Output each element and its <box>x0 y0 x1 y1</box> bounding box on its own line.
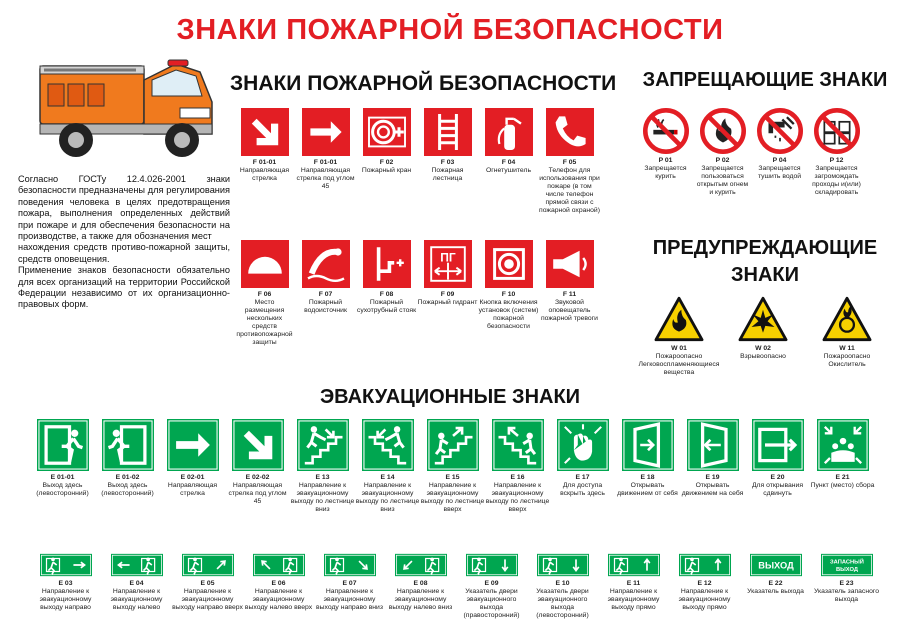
phone-icon <box>546 108 594 156</box>
sign-caption: Запрещается тушить водой <box>757 165 802 180</box>
sign-f-01-01 <box>234 108 295 215</box>
sign-code: E 09 <box>484 580 499 587</box>
exit-door-right-icon <box>102 419 154 471</box>
sign-code: F 01-01 <box>252 159 277 166</box>
sign-caption: Пожароопасно Легковоспламеняющиеся вещества <box>638 353 720 376</box>
intro-paragraph: Применение знаков безопасности обязательно для всех организаций на территории Российской Федерации независимо от их организационно-правовых форм. <box>18 265 230 310</box>
sign-caption: Направление к эвакуационному выходу налево <box>110 588 163 611</box>
sign-caption: Направление к эвакуационному выходу налево вниз <box>388 588 453 611</box>
exit-text-icon <box>750 553 802 577</box>
stairs-down-right-icon <box>297 419 349 471</box>
sign-caption: Направление к эвакуационному выходу по лестнице вверх <box>485 482 550 513</box>
assembly-point-icon <box>817 419 869 471</box>
sign-code: F 08 <box>379 291 394 298</box>
sign-e-03 <box>30 553 101 620</box>
exit-up-right-icon <box>182 553 234 577</box>
prohibiting-signs-row <box>637 108 865 197</box>
sign-e-07 <box>314 553 385 620</box>
sign-caption: Запрещается курить <box>644 165 687 180</box>
sign-code: E 21 <box>835 474 850 481</box>
sign-f-03 <box>417 108 478 215</box>
hydrant-icon <box>424 240 472 288</box>
sign-code: E 19 <box>705 474 720 481</box>
push-door-icon <box>622 419 674 471</box>
sign-p-04 <box>751 108 808 197</box>
arrow-right-icon <box>167 419 219 471</box>
sign-caption: Направление к эвакуационному выходу направо вниз <box>316 588 383 611</box>
sign-code: F 07 <box>318 291 333 298</box>
exit-down-left-icon <box>395 553 447 577</box>
warning-signs-heading: ПРЕДУПРЕЖДАЮЩИЕ ЗНАКИ <box>652 237 878 286</box>
sign-caption: Указатель двери эвакуационного выхода (правосторонний) <box>463 588 520 619</box>
sign-caption: Взрывоопасно <box>740 353 786 360</box>
sign-caption: Направляющая стрелка под углом 45 <box>296 167 355 190</box>
sign-caption: Открывать движением на себя <box>681 482 744 497</box>
sign-w-11 <box>805 296 889 377</box>
evacuation-signs-row-2 <box>30 553 882 620</box>
break-glass-icon <box>557 419 609 471</box>
sign-e-15 <box>420 419 485 514</box>
sign-code: F 11 <box>562 291 577 298</box>
sign-code: W 02 <box>755 345 771 352</box>
exit-straight-icon <box>608 553 660 577</box>
no-smoking-icon <box>643 108 689 154</box>
exit-left-icon <box>111 553 163 577</box>
sign-caption: Направление к эвакуационному выходу налево вверх <box>244 588 313 611</box>
no-water-icon <box>757 108 803 154</box>
sign-caption: Направление к эвакуационному выходу прямо <box>678 588 731 611</box>
exit-door-right-pointer-icon <box>466 553 518 577</box>
sign-caption: Для доступа вскрыть здесь <box>560 482 605 497</box>
sign-p-01 <box>637 108 694 197</box>
sign-code: P 12 <box>829 157 844 164</box>
sign-code: F 05 <box>562 159 577 166</box>
sign-caption: Направляющая стрелка <box>167 482 218 497</box>
sign-caption: Направление к эвакуационному выходу направо вверх <box>172 588 243 611</box>
sign-e-13 <box>290 419 355 514</box>
intro-paragraph: нахождения средств противо-пожарной защиты, средств оповещения. <box>18 242 230 264</box>
sign-code: F 03 <box>440 159 455 166</box>
sign-e-20 <box>745 419 810 514</box>
sign-code: F 10 <box>501 291 516 298</box>
sign-caption: Запрещается пользоваться открытым огнем и курить <box>696 165 749 196</box>
sign-code: E 01-02 <box>115 474 140 481</box>
sign-code: E 04 <box>129 580 144 587</box>
sign-code: E 18 <box>640 474 655 481</box>
slide-door-icon <box>752 419 804 471</box>
sign-e-06 <box>243 553 314 620</box>
sign-e-11 <box>598 553 669 620</box>
sign-f-08 <box>356 240 417 347</box>
stairs-up-right-icon <box>427 419 479 471</box>
sign-f-09 <box>417 240 478 347</box>
arrow-right-icon <box>302 108 350 156</box>
sign-caption: Пожарный водоисточник <box>304 299 347 314</box>
arrow-diagonal-icon <box>241 108 289 156</box>
sign-caption: Указатель двери эвакуационного выхода (левосторонний) <box>536 588 589 619</box>
sign-caption: Пожарный кран <box>361 167 412 174</box>
sign-e-01-01 <box>30 419 95 514</box>
hydrant-label: ПГ <box>439 250 456 265</box>
fire-truck-image <box>36 44 222 167</box>
arrow-diagonal-icon <box>232 419 284 471</box>
stairs-up-left-icon <box>492 419 544 471</box>
sign-code: E 10 <box>555 580 570 587</box>
sign-code: E 03 <box>58 580 73 587</box>
exit-label: ВЫХОД <box>757 560 794 571</box>
sign-p-02 <box>694 108 751 197</box>
sign-f-11 <box>539 240 600 347</box>
sign-code: F 01-01 <box>313 159 338 166</box>
sign-e-12 <box>669 553 740 620</box>
sign-caption: Пункт (место) сбора <box>810 482 875 489</box>
sign-caption: Место размещения нескольких средств противопожарной защиты <box>236 299 293 346</box>
sign-e-18 <box>615 419 680 514</box>
no-obstruct-icon <box>814 108 860 154</box>
sign-caption: Звуковой оповещатель пожарной тревоги <box>541 299 598 322</box>
sign-caption: Огнетушитель <box>485 167 531 174</box>
sign-code: E 12 <box>697 580 712 587</box>
sign-code: E 05 <box>200 580 215 587</box>
sign-e-05 <box>172 553 243 620</box>
fire-signs-heading: ЗНАКИ ПОЖАРНОЙ БЕЗОПАСНОСТИ <box>230 72 617 95</box>
sign-e-22 <box>740 553 811 620</box>
sign-w-02 <box>721 296 805 377</box>
sign-code: F 02 <box>379 159 394 166</box>
sign-e-09 <box>456 553 527 620</box>
sign-caption: Запрещается загромождать проходы и(или) складировать <box>812 165 861 196</box>
evacuation-signs-heading: ЭВАКУАЦИОННЫЕ ЗНАКИ <box>319 386 581 408</box>
sign-caption: Направление к эвакуационному выходу по лестнице вниз <box>290 482 355 513</box>
exit-label-top: ЗАПАСНЫЙ <box>829 559 864 566</box>
prohibiting-signs-heading: ЗАПРЕЩАЮЩИЕ ЗНАКИ <box>642 69 888 91</box>
dry-riser-icon <box>363 240 411 288</box>
sign-e-04 <box>101 553 172 620</box>
sign-code: E 08 <box>413 580 428 587</box>
oxidizer-warning-icon <box>821 296 873 342</box>
sign-code: E 22 <box>768 580 783 587</box>
sign-code: E 02-02 <box>245 474 270 481</box>
sign-p-12 <box>808 108 865 197</box>
pull-door-icon <box>687 419 739 471</box>
intro-paragraph: Согласно ГОСТу 12.4.026-2001 знаки безопасности предназначены для регулирования поведения человека в целях предотвращения пожара, выполнения определенных действий при пожаре и для обеспечения безопасности на производстве, а также для обозначения мест <box>18 174 230 242</box>
sign-w-01 <box>637 296 721 377</box>
sign-e-10 <box>527 553 598 620</box>
page-title: ЗНАКИ ПОЖАРНОЙ БЕЗОПАСНОСТИ <box>176 14 724 46</box>
ladder-icon <box>424 108 472 156</box>
flame-warning-icon <box>653 296 705 342</box>
sign-f-04 <box>478 108 539 215</box>
exit-label-bottom: ВЫХОД <box>835 567 858 574</box>
warning-signs-row <box>637 296 889 377</box>
sign-caption: Для открывания сдвинуть <box>751 482 804 497</box>
sign-code: E 17 <box>575 474 590 481</box>
sign-caption: Выход здесь (левосторонний) <box>36 482 89 497</box>
sign-code: F 06 <box>257 291 272 298</box>
sign-f-05 <box>539 108 600 215</box>
sign-code: W 11 <box>839 345 855 352</box>
sign-caption: Направление к эвакуационному выходу направо <box>39 588 92 611</box>
emergency-exit-text-icon <box>821 553 873 577</box>
sign-code: E 23 <box>839 580 854 587</box>
sign-code: P 04 <box>772 157 787 164</box>
sign-e-16 <box>485 419 550 514</box>
fire-signs-row-1 <box>234 108 600 215</box>
button-icon <box>485 240 533 288</box>
sign-e-19 <box>680 419 745 514</box>
sign-code: P 02 <box>715 157 730 164</box>
exit-down-right-icon <box>324 553 376 577</box>
sign-e-23 <box>811 553 882 620</box>
sign-caption: Указатель выхода <box>747 588 804 595</box>
exit-straight-2-icon <box>679 553 731 577</box>
sign-caption: Направляющая стрелка под углом 45 <box>228 482 287 505</box>
sign-code: E 11 <box>626 580 641 587</box>
sign-code: E 13 <box>315 474 330 481</box>
sign-caption: Направление к эвакуационному выходу по лестнице вниз <box>355 482 420 513</box>
sign-e-02-02 <box>225 419 290 514</box>
sign-f-10 <box>478 240 539 347</box>
extinguisher-icon <box>485 108 533 156</box>
sign-e-01-02 <box>95 419 160 514</box>
sign-code: P 01 <box>658 157 673 164</box>
evacuation-signs-row-1 <box>30 419 875 514</box>
sign-caption: Пожароопасно Окислитель <box>823 353 871 368</box>
sign-code: F 09 <box>440 291 455 298</box>
explosion-warning-icon <box>737 296 789 342</box>
sign-caption: Указатель запасного выхода <box>814 588 879 603</box>
sign-e-08 <box>385 553 456 620</box>
sign-e-14 <box>355 419 420 514</box>
sign-f-02 <box>356 108 417 215</box>
sign-e-02-01 <box>160 419 225 514</box>
intro-text <box>18 174 230 311</box>
siren-icon <box>546 240 594 288</box>
no-fire-icon <box>700 108 746 154</box>
half-circle-icon <box>241 240 289 288</box>
exit-right-icon <box>40 553 92 577</box>
sign-caption: Пожарный сухотрубный стояк <box>356 299 417 314</box>
exit-door-left-icon <box>37 419 89 471</box>
sign-caption: Открывать движением от себя <box>617 482 678 497</box>
sign-code: E 07 <box>342 580 357 587</box>
sign-caption: Направляющая стрелка <box>239 167 290 182</box>
sign-caption: Пожарная лестница <box>431 167 464 182</box>
sign-e-21 <box>810 419 875 514</box>
fire-signs-row-2 <box>234 240 600 347</box>
sign-code: E 15 <box>445 474 460 481</box>
stairs-down-left-icon <box>362 419 414 471</box>
sign-caption: Телефон для использования при пожаре (в том числе телефон прямой связи с пожарной охраной) <box>539 167 600 214</box>
sign-code: E 14 <box>380 474 395 481</box>
sign-caption: Выход здесь (левосторонний) <box>101 482 154 497</box>
sign-f-07 <box>295 240 356 347</box>
water-source-icon <box>302 240 350 288</box>
sign-f-01-01 <box>295 108 356 215</box>
sign-caption: Направление к эвакуационному выходу по лестнице вверх <box>420 482 485 513</box>
sign-caption: Направление к эвакуационному выходу прямо <box>607 588 660 611</box>
sign-code: E 20 <box>770 474 785 481</box>
exit-door-left-pointer-icon <box>537 553 589 577</box>
sign-code: E 01-01 <box>50 474 75 481</box>
sign-code: W 01 <box>671 345 687 352</box>
sign-caption: Кнопка включения установок (систем) пожарной безопасности <box>478 299 539 330</box>
fire-hose-icon <box>363 108 411 156</box>
sign-code: E 02-01 <box>180 474 205 481</box>
sign-e-17 <box>550 419 615 514</box>
sign-caption: Пожарный гидрант <box>417 299 478 306</box>
sign-code: E 16 <box>510 474 525 481</box>
exit-up-left-icon <box>253 553 305 577</box>
sign-code: E 06 <box>271 580 286 587</box>
sign-code: F 04 <box>501 159 516 166</box>
sign-f-06 <box>234 240 295 347</box>
